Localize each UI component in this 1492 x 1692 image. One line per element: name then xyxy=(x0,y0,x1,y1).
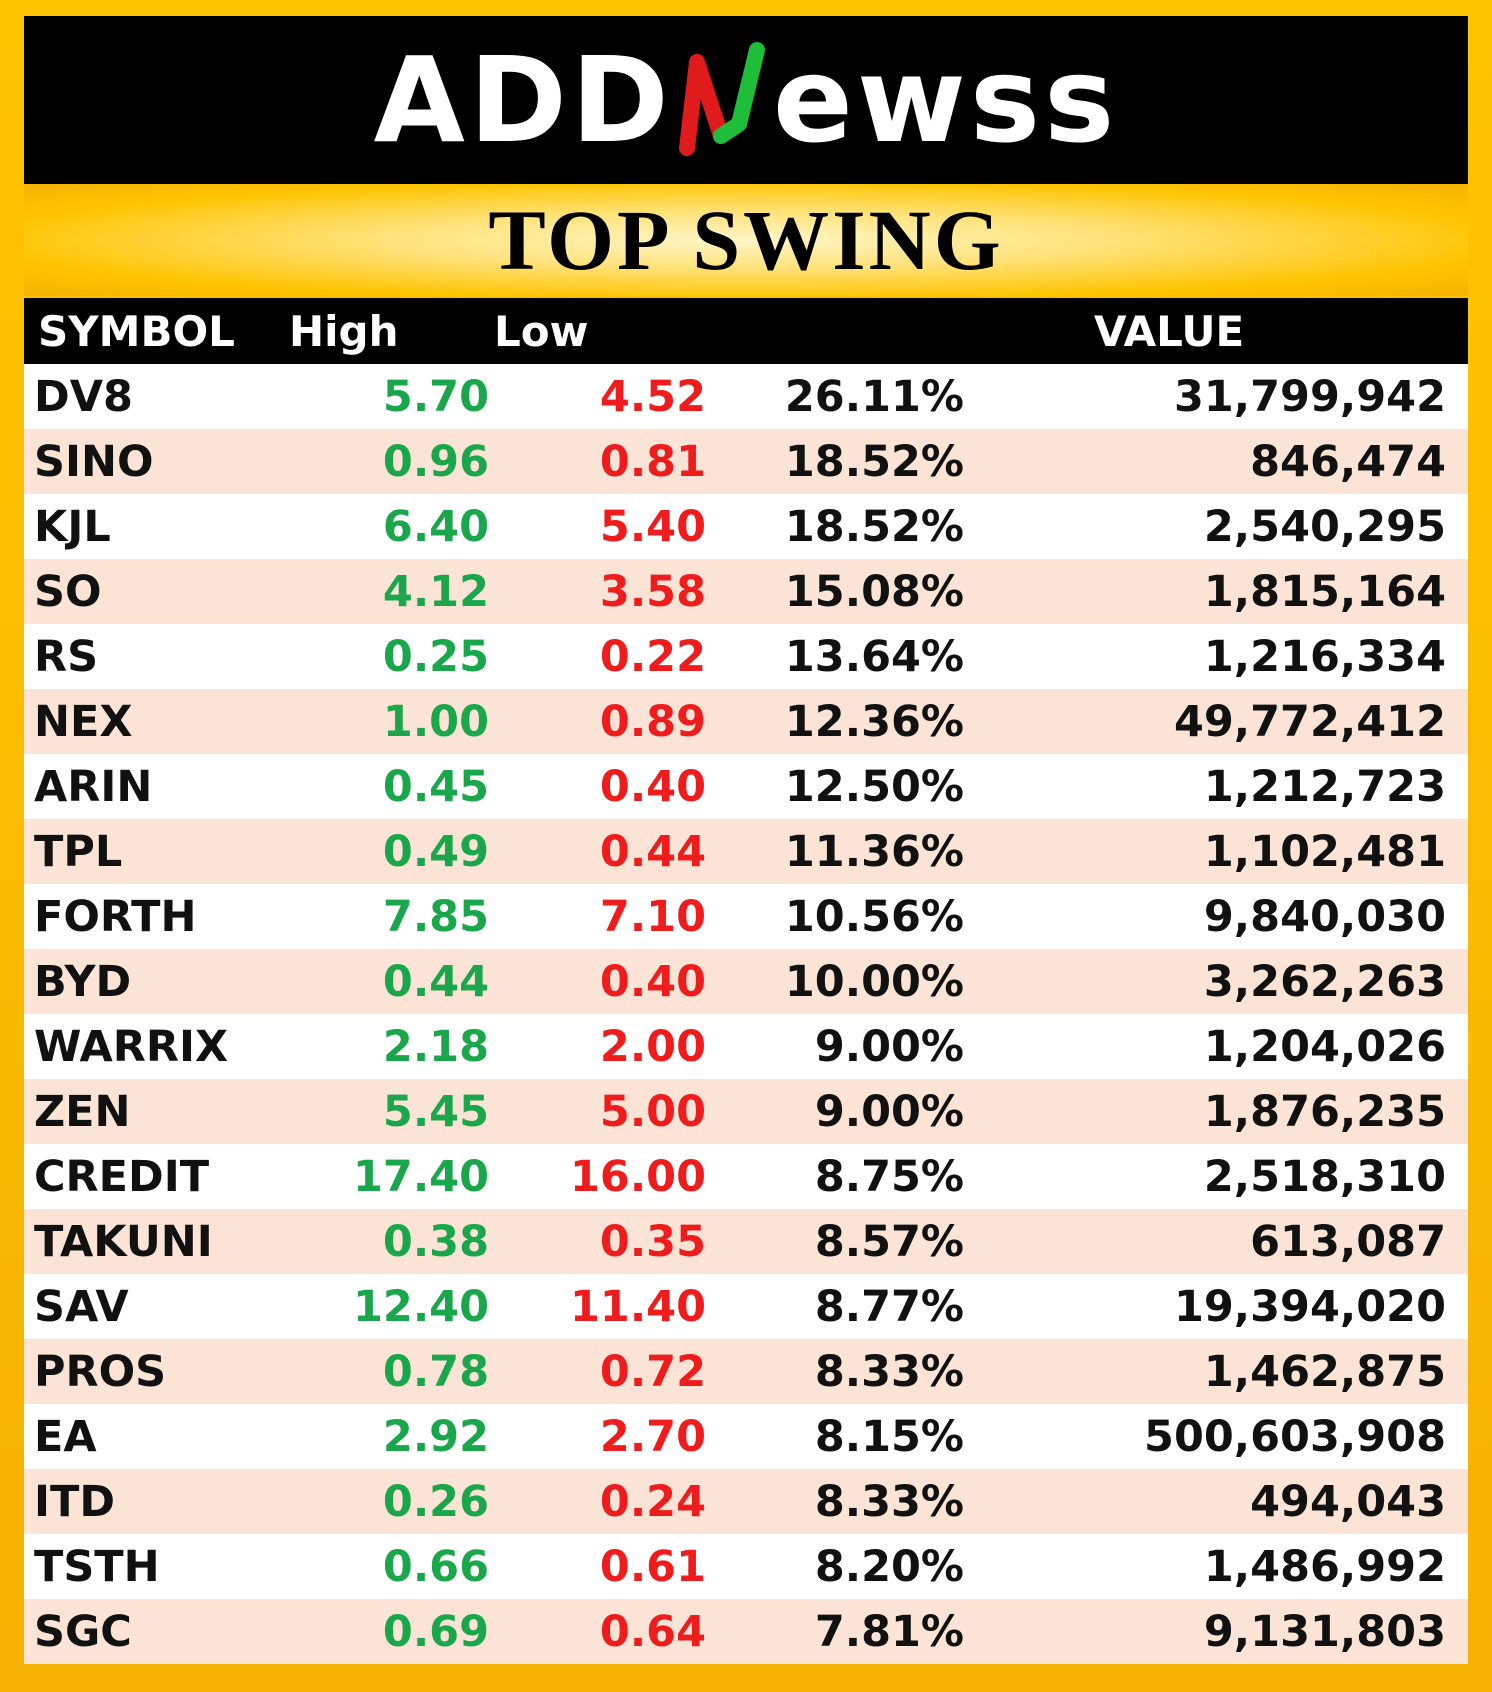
cell-low: 0.22 xyxy=(599,631,706,682)
cell-percent: 13.64% xyxy=(784,631,964,682)
header-high: High xyxy=(289,306,399,356)
table-row xyxy=(24,364,1468,429)
cell-low: 0.64 xyxy=(599,1606,706,1657)
table-row xyxy=(24,1144,1468,1209)
cell-percent: 8.15% xyxy=(814,1411,964,1462)
cell-value: 1,486,992 xyxy=(1203,1541,1446,1592)
cell-symbol: PROS xyxy=(34,1346,167,1397)
cell-low: 2.00 xyxy=(599,1021,706,1072)
cell-symbol: ARIN xyxy=(34,761,153,812)
cell-symbol: KJL xyxy=(34,501,111,552)
cell-low: 4.52 xyxy=(599,371,706,422)
cell-symbol: DV8 xyxy=(34,371,133,422)
cell-percent: 9.00% xyxy=(814,1021,964,1072)
page-title: TOP SWING xyxy=(488,192,1004,288)
swing-table xyxy=(24,298,1468,1664)
cell-low: 7.10 xyxy=(599,891,706,942)
cell-percent: 12.50% xyxy=(784,761,964,812)
cell-low: 0.72 xyxy=(599,1346,706,1397)
cell-percent: 8.75% xyxy=(814,1151,964,1202)
cell-value: 2,518,310 xyxy=(1203,1151,1446,1202)
cell-low: 0.44 xyxy=(599,826,706,877)
cell-value: 494,043 xyxy=(1250,1476,1446,1527)
cell-high: 0.49 xyxy=(382,826,489,877)
table-row xyxy=(24,689,1468,754)
header-percent xyxy=(706,298,964,364)
cell-low: 0.35 xyxy=(599,1216,706,1267)
cell-low: 16.00 xyxy=(569,1151,706,1202)
cell-low: 5.40 xyxy=(599,501,706,552)
cell-value: 1,815,164 xyxy=(1203,566,1446,617)
cell-percent: 12.36% xyxy=(784,696,964,747)
cell-value: 613,087 xyxy=(1250,1216,1446,1267)
cell-value: 1,212,723 xyxy=(1203,761,1446,812)
cell-percent: 11.36% xyxy=(784,826,964,877)
cell-symbol: SO xyxy=(34,566,102,617)
cell-value: 9,131,803 xyxy=(1203,1606,1446,1657)
table-row xyxy=(24,949,1468,1014)
cell-symbol: CREDIT xyxy=(34,1151,210,1202)
cell-value: 19,394,020 xyxy=(1173,1281,1446,1332)
header-symbol: SYMBOL xyxy=(38,306,235,356)
cell-low: 0.89 xyxy=(599,696,706,747)
table-row xyxy=(24,1534,1468,1599)
cell-symbol: SINO xyxy=(34,436,154,487)
cell-percent: 7.81% xyxy=(814,1606,964,1657)
logo-n-mark xyxy=(679,40,767,160)
cell-high: 0.38 xyxy=(382,1216,489,1267)
cell-symbol: SGC xyxy=(34,1606,132,1657)
cell-high: 5.70 xyxy=(382,371,489,422)
cell-symbol: SAV xyxy=(34,1281,129,1332)
cell-percent: 8.77% xyxy=(814,1281,964,1332)
table-row xyxy=(24,1014,1468,1079)
cell-value: 2,540,295 xyxy=(1203,501,1446,552)
cell-symbol: TPL xyxy=(34,826,123,877)
logo-text-ewss: ewss xyxy=(772,31,1119,169)
cell-percent: 9.00% xyxy=(814,1086,964,1137)
cell-high: 0.25 xyxy=(382,631,489,682)
cell-percent: 8.20% xyxy=(814,1541,964,1592)
logo-text-add: ADD xyxy=(373,31,673,169)
cell-low: 0.40 xyxy=(599,956,706,1007)
cell-value: 1,462,875 xyxy=(1203,1346,1446,1397)
cell-value: 1,216,334 xyxy=(1203,631,1446,682)
cell-symbol: RS xyxy=(34,631,99,682)
cell-low: 3.58 xyxy=(599,566,706,617)
cell-percent: 26.11% xyxy=(784,371,964,422)
cell-high: 0.45 xyxy=(382,761,489,812)
cell-symbol: WARRIX xyxy=(34,1021,229,1072)
cell-high: 0.44 xyxy=(382,956,489,1007)
cell-low: 2.70 xyxy=(599,1411,706,1462)
cell-high: 0.78 xyxy=(382,1346,489,1397)
cell-symbol: ITD xyxy=(34,1476,116,1527)
cell-low: 5.00 xyxy=(599,1086,706,1137)
table-row xyxy=(24,884,1468,949)
table-row xyxy=(24,559,1468,624)
cell-high: 1.00 xyxy=(382,696,489,747)
cell-high: 2.92 xyxy=(382,1411,489,1462)
cell-low: 11.40 xyxy=(569,1281,706,1332)
cell-high: 17.40 xyxy=(352,1151,489,1202)
cell-high: 5.45 xyxy=(382,1086,489,1137)
table-header-row xyxy=(24,298,1468,364)
cell-low: 0.24 xyxy=(599,1476,706,1527)
cell-value: 3,262,263 xyxy=(1203,956,1446,1007)
cell-symbol: BYD xyxy=(34,956,132,1007)
cell-percent: 8.33% xyxy=(814,1346,964,1397)
table-row xyxy=(24,1404,1468,1469)
cell-percent: 15.08% xyxy=(784,566,964,617)
table-row xyxy=(24,494,1468,559)
cell-value: 846,474 xyxy=(1250,436,1446,487)
table-row xyxy=(24,1274,1468,1339)
cell-percent: 10.00% xyxy=(784,956,964,1007)
header-low: Low xyxy=(494,306,589,356)
cell-high: 2.18 xyxy=(382,1021,489,1072)
table-row xyxy=(24,624,1468,689)
cell-symbol: ZEN xyxy=(34,1086,131,1137)
cell-value: 49,772,412 xyxy=(1173,696,1446,747)
cell-symbol: NEX xyxy=(34,696,133,747)
table-row xyxy=(24,429,1468,494)
table-row xyxy=(24,819,1468,884)
cell-high: 0.69 xyxy=(382,1606,489,1657)
cell-percent: 18.52% xyxy=(784,501,964,552)
cell-high: 7.85 xyxy=(382,891,489,942)
table-row xyxy=(24,1339,1468,1404)
cell-high: 4.12 xyxy=(382,566,489,617)
cell-percent: 8.57% xyxy=(814,1216,964,1267)
cell-low: 0.61 xyxy=(599,1541,706,1592)
header-value: VALUE xyxy=(1094,306,1245,356)
cell-value: 1,102,481 xyxy=(1203,826,1446,877)
cell-value: 1,876,235 xyxy=(1203,1086,1446,1137)
cell-symbol: FORTH xyxy=(34,891,197,942)
table-row xyxy=(24,1079,1468,1144)
cell-low: 0.81 xyxy=(599,436,706,487)
cell-symbol: EA xyxy=(34,1411,97,1462)
cell-high: 0.26 xyxy=(382,1476,489,1527)
table-row xyxy=(24,754,1468,819)
cell-percent: 8.33% xyxy=(814,1476,964,1527)
cell-value: 31,799,942 xyxy=(1173,371,1446,422)
cell-high: 0.66 xyxy=(382,1541,489,1592)
cell-symbol: TSTH xyxy=(34,1541,160,1592)
logo-banner xyxy=(24,16,1468,184)
table-row xyxy=(24,1469,1468,1534)
cell-high: 12.40 xyxy=(352,1281,489,1332)
addnewss-logo xyxy=(374,31,1119,169)
cell-value: 9,840,030 xyxy=(1203,891,1446,942)
table-row xyxy=(24,1599,1468,1664)
table-row xyxy=(24,1209,1468,1274)
cell-low: 0.40 xyxy=(599,761,706,812)
cell-high: 0.96 xyxy=(382,436,489,487)
cell-high: 6.40 xyxy=(382,501,489,552)
cell-percent: 10.56% xyxy=(784,891,964,942)
cell-value: 500,603,908 xyxy=(1144,1411,1446,1462)
title-band xyxy=(24,184,1468,296)
cell-symbol: TAKUNI xyxy=(34,1216,213,1267)
cell-percent: 18.52% xyxy=(784,436,964,487)
cell-value: 1,204,026 xyxy=(1203,1021,1446,1072)
